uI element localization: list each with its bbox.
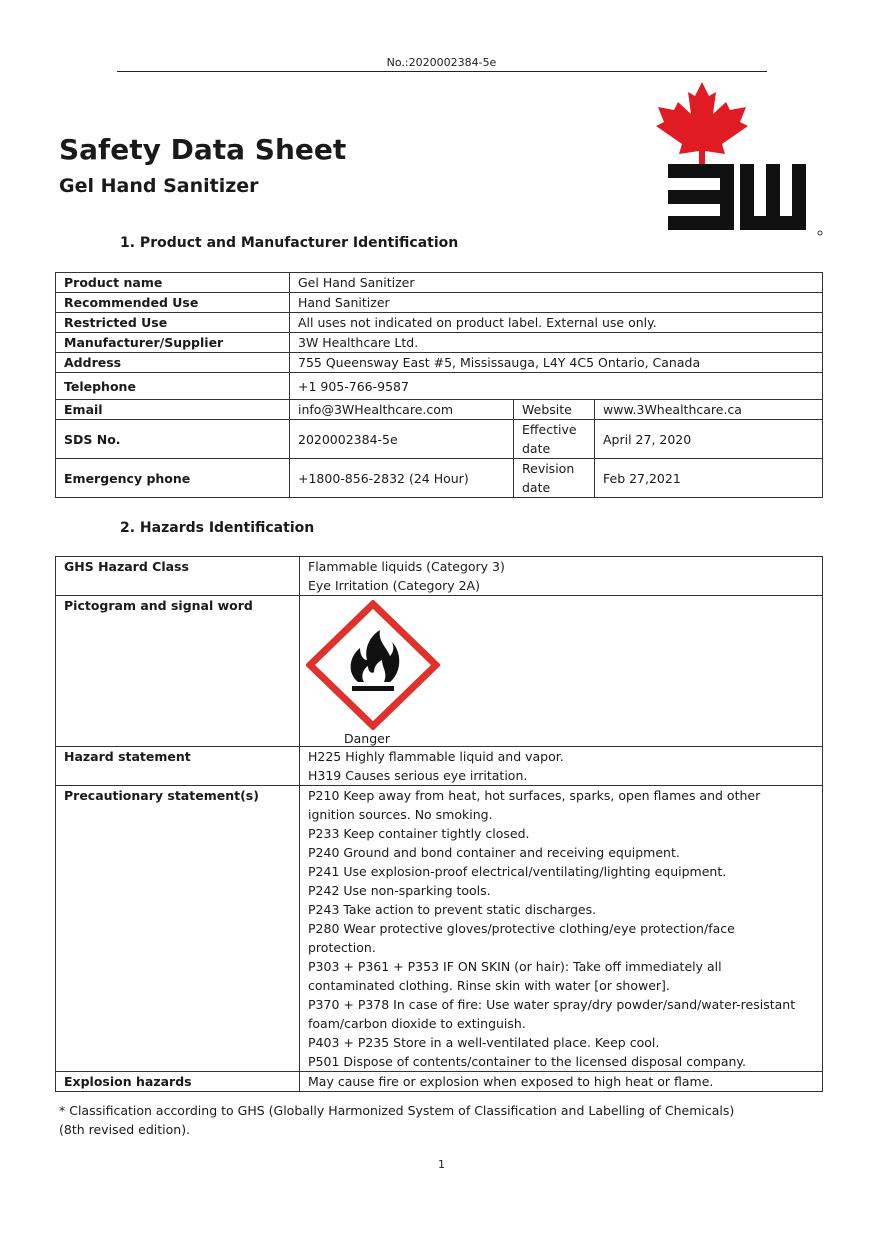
page-subtitle: Gel Hand Sanitizer [59,175,259,197]
table-row [56,1072,823,1092]
row-label: Emergency phone [56,459,290,498]
effective-date-value: April 27, 2020 [595,420,823,459]
table-row [56,373,823,400]
table-row [56,557,823,596]
footnote [59,1101,819,1139]
page-number: 1 [438,1158,445,1171]
footnote-line: * Classification according to GHS (Globally Harmonized System of Classification and Labelling of Chemicals) [59,1103,735,1118]
precaution-line: P280 Wear protective gloves/protective clothing/eye protection/face [308,921,735,936]
precaution-line: ignition sources. No smoking. [308,807,493,822]
table-row [56,420,823,459]
row-label: Restricted Use [56,313,290,333]
row-label: SDS No. [56,420,290,459]
precaution-line: protection. [308,940,376,955]
identification-table [55,272,823,498]
precaution-line: P403 + P235 Store in a well-ventilated place. Keep cool. [308,1035,660,1050]
table-row [56,353,823,373]
email-value: info@3WHealthcare.com [290,400,514,420]
precaution-line: P210 Keep away from heat, hot surfaces, sparks, open flames and other [308,788,761,803]
3w-maple-leaf-logo-icon [650,82,825,237]
table-row [56,333,823,353]
effective-date-label: Effective date [514,420,595,459]
document-number: No.:2020002384-5e [386,56,497,69]
table-row [56,313,823,333]
row-value: 3W Healthcare Ltd. [290,333,823,353]
ghs-class-line: Eye Irritation (Category 2A) [308,578,480,593]
row-value: Gel Hand Sanitizer [290,273,823,293]
section-1-heading: 1. Product and Manufacturer Identification [120,235,459,251]
precaution-line: P303 + P361 + P353 IF ON SKIN (or hair): Take off immediately all [308,959,722,974]
table-row [56,786,823,1072]
row-label: Email [56,400,290,420]
table-row [56,596,823,747]
website-value: www.3Whealthcare.ca [595,400,823,420]
table-row [56,747,823,786]
ghs-class-lines [300,557,823,596]
table-row [56,459,823,498]
precaution-line: P233 Keep container tightly closed. [308,826,530,841]
website-label: Website [514,400,595,420]
row-label: Telephone [56,373,290,400]
row-label: Precautionary statement(s) [56,786,300,1072]
table-row [56,293,823,313]
row-label: Pictogram and signal word [56,596,300,747]
pictogram-cell [300,596,823,747]
hazard-statement-lines [300,747,823,786]
ghs-class-line: Flammable liquids (Category 3) [308,559,505,574]
footnote-line: (8th revised edition). [59,1122,191,1137]
precaution-line: P240 Ground and bond container and receiving equipment. [308,845,680,860]
sds-value: 2020002384-5e [290,420,514,459]
table-row [56,273,823,293]
emergency-value: +1800-856-2832 (24 Hour) [290,459,514,498]
row-label: Product name [56,273,290,293]
row-value: +1 905-766-9587 [290,373,823,400]
ghs-flame-pictogram-icon [306,600,440,730]
hazards-table [55,556,823,1092]
precautionary-lines [300,786,823,1072]
row-label: Manufacturer/Supplier [56,333,290,353]
row-label: Address [56,353,290,373]
precaution-line: P242 Use non-sparking tools. [308,883,491,898]
row-value: 755 Queensway East #5, Mississauga, L4Y 4C5 Ontario, Canada [290,353,823,373]
hazard-line: H319 Causes serious eye irritation. [308,768,528,783]
revision-date-value: Feb 27,2021 [595,459,823,498]
header-divider [117,71,767,72]
precaution-line: foam/carbon dioxide to extinguish. [308,1016,526,1031]
hazard-line: H225 Highly flammable liquid and vapor. [308,749,564,764]
section-2-heading: 2. Hazards Identification [120,520,315,536]
precaution-line: P241 Use explosion-proof electrical/ventilating/lighting equipment. [308,864,727,879]
row-label: Explosion hazards [56,1072,300,1092]
signal-word: Danger [344,731,390,746]
precaution-line: P243 Take action to prevent static discharges. [308,902,597,917]
row-label: Hazard statement [56,747,300,786]
row-value: Hand Sanitizer [290,293,823,313]
row-label: GHS Hazard Class [56,557,300,596]
revision-date-label: Revision date [514,459,595,498]
row-label: Recommended Use [56,293,290,313]
page-title: Safety Data Sheet [59,133,347,166]
precaution-line: contaminated clothing. Rinse skin with water [or shower]. [308,978,670,993]
explosion-value: May cause fire or explosion when exposed to high heat or flame. [300,1072,823,1092]
row-value: All uses not indicated on product label. External use only. [290,313,823,333]
precaution-line: P370 + P378 In case of fire: Use water spray/dry powder/sand/water-resistant [308,997,796,1012]
precaution-line: P501 Dispose of contents/container to the licensed disposal company. [308,1054,747,1069]
table-row [56,400,823,420]
